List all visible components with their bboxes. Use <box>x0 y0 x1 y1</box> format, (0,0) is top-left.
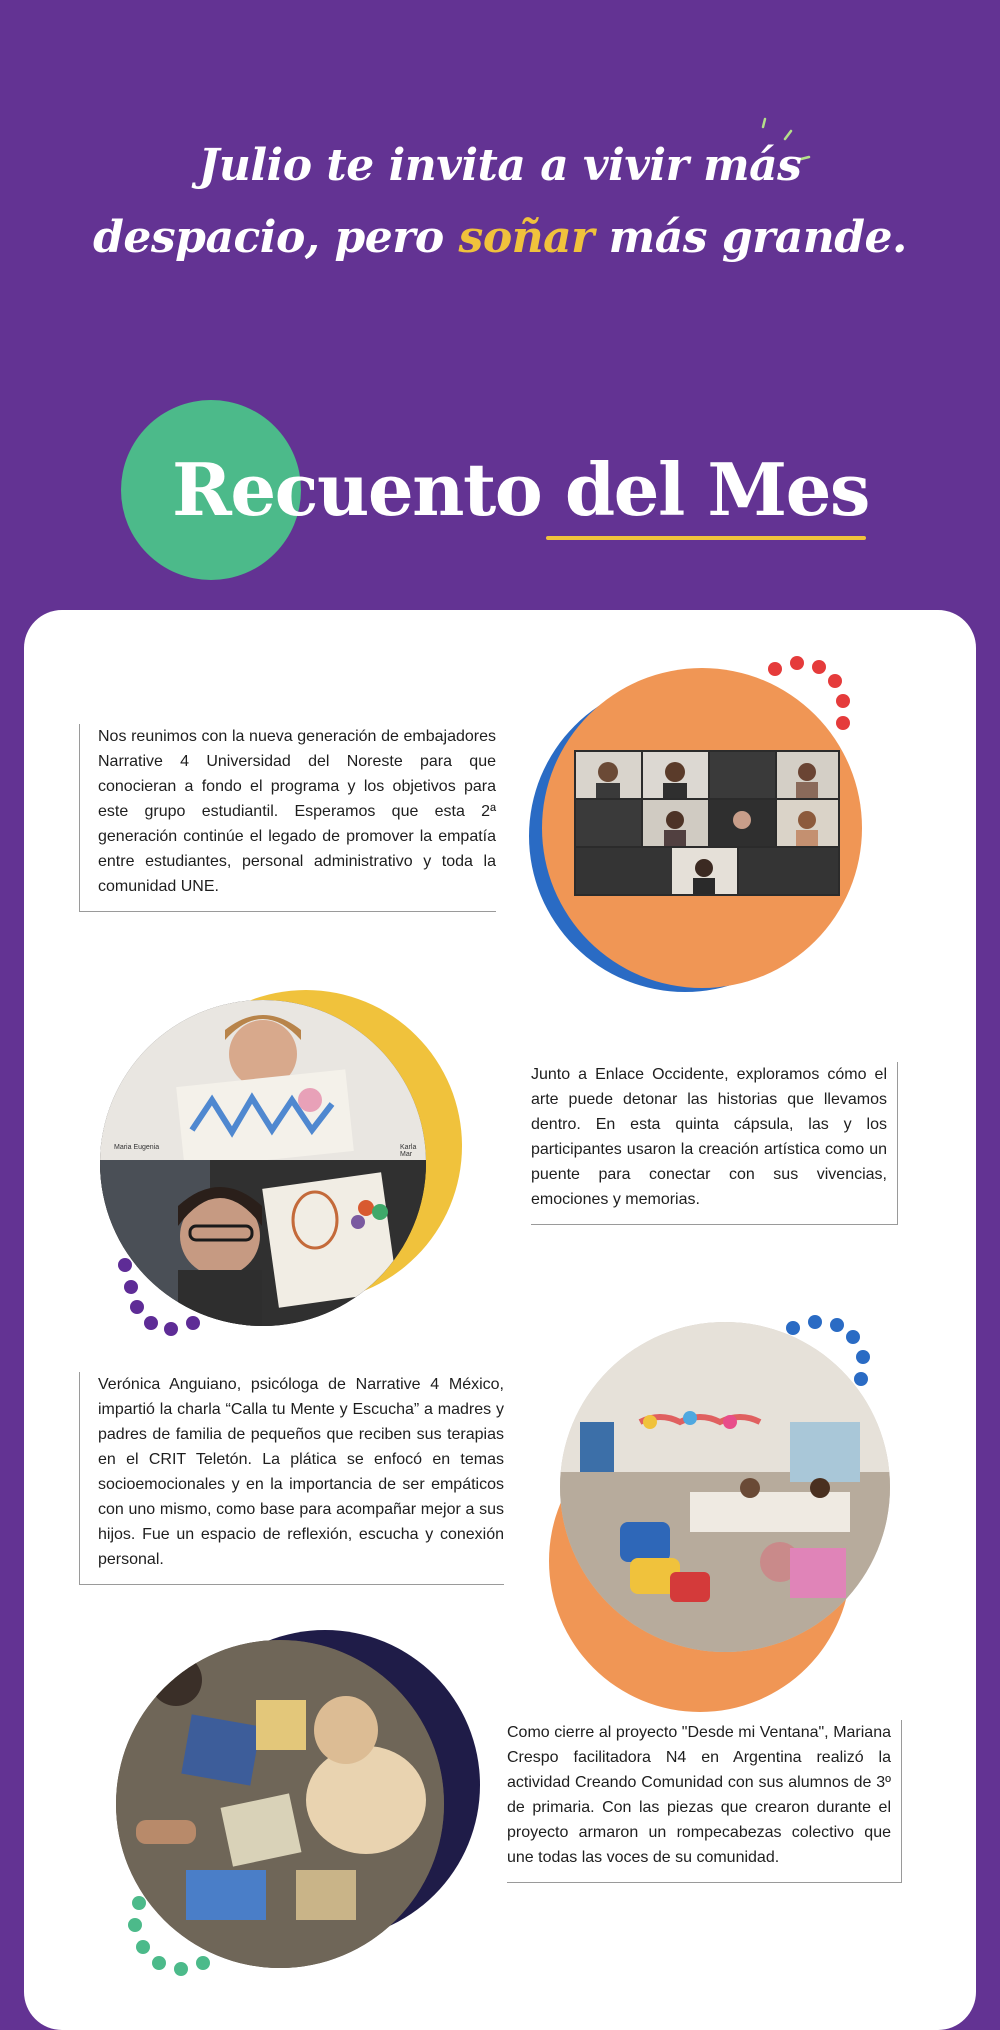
decor-dot <box>786 1321 800 1335</box>
section-title: Recuento del Mes <box>172 447 869 532</box>
decor-dot <box>830 1318 844 1332</box>
decor-dot <box>124 1280 138 1294</box>
decor-dot <box>196 1956 210 1970</box>
decor-dot <box>174 1962 188 1976</box>
header-tagline <box>0 130 1000 274</box>
entry-1-text: Nos reunimos con la nueva generación de embajadores Narrative 4 Universidad del Noreste para que conocieran a fondo el programa y los objetivos para este grupo estudiantil. Esperamos que esta 2ª generación continúe el legado de promover la empatía entre estudiantes, personal administrativo y toda la comunidad UNE. <box>79 724 496 912</box>
content-card <box>24 610 976 2030</box>
decor-dot <box>856 1350 870 1364</box>
decor-dot <box>136 1940 150 1954</box>
decor-dot <box>152 1956 166 1970</box>
participant-label-2: Karla Mar <box>400 1144 417 1158</box>
decor-dot <box>836 716 850 730</box>
entry-4-puzzle-photo <box>116 1640 444 1968</box>
decor-dot <box>854 1372 868 1386</box>
decor-dot <box>144 1316 158 1330</box>
entry-1-video-call-photo <box>574 750 840 896</box>
decor-dot <box>164 1322 178 1336</box>
tagline-line-2-end: más grande. <box>593 212 907 263</box>
decor-dot <box>790 656 804 670</box>
decor-dot <box>768 662 782 676</box>
decor-dot <box>118 1258 132 1272</box>
entry-2-art-photo <box>100 1000 426 1326</box>
decor-dot <box>836 694 850 708</box>
decor-dot <box>828 674 842 688</box>
participant-label-1: Maria Eugenia <box>114 1144 160 1151</box>
tagline-line-2-start: despacio, pero <box>93 212 459 263</box>
entry-2-text: Junto a Enlace Occidente, exploramos cómo el arte puede detonar las historias que llevamos dentro. En esta quinta cápsula, las y los participantes usaron la creación artística como un puente para conectar con sus vivencias, emociones y memorias. <box>531 1062 898 1225</box>
decor-dot <box>808 1315 822 1329</box>
tagline-highlight: soñar <box>458 212 594 263</box>
decor-dot <box>812 660 826 674</box>
title-underline <box>546 536 866 540</box>
decor-dot <box>130 1300 144 1314</box>
decor-dot <box>128 1918 142 1932</box>
entry-3-text: Verónica Anguiano, psicóloga de Narrative 4 México, impartió la charla “Calla tu Mente y Escucha” a madres y padres de familia de pequeños que reciben sus terapias en el CRIT Teletón. La plática se enfocó en temas socioemocionales y en la importancia de ser empáticos con uno mismo, como base para acompañar mejor a sus hijos. Fue un espacio de reflexión, escucha y conexión personal. <box>79 1372 504 1585</box>
tagline-line-1: Julio te invita a vivir más <box>198 140 802 191</box>
decor-dot <box>186 1316 200 1330</box>
decor-dot <box>846 1330 860 1344</box>
entry-4-text: Como cierre al proyecto "Desde mi Ventana", Mariana Crespo facilitadora N4 en Argentina realizó la actividad Creando Comunidad con sus alumnos de 3º de primaria. Con las piezas que crearon durante el proyecto armaron un rompecabezas colectivo que une todas las voces de su comunidad. <box>507 1720 902 1883</box>
entry-3-therapy-room-photo <box>560 1322 890 1652</box>
decor-dot <box>132 1896 146 1910</box>
